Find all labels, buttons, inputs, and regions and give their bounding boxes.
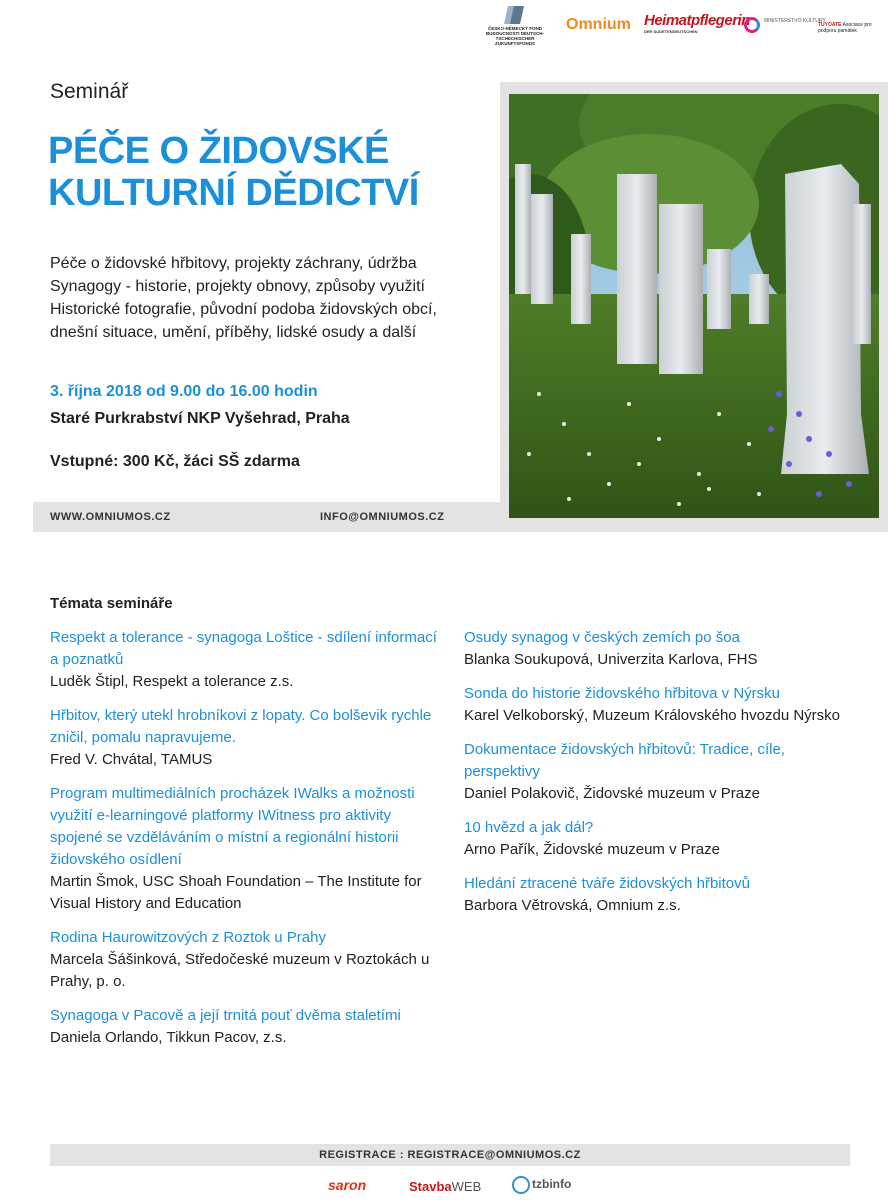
ape-logo: TUYOATE Asociace pro podporu památek	[818, 22, 872, 34]
saron-logo: saron	[328, 1177, 367, 1193]
topic-item: Program multimediálních procházek IWalks a možnosti využití e-learningové platformy IWitness pro aktivity spojené se vzděláváním o místní a regionální historii židovského osídlení Martin Šmok, USC Shoah Foundation – The Institute for Visual History and Education	[50, 785, 422, 912]
registration-bar: REGISTRACE : REGISTRACE@OMNIUMOS.CZ	[50, 1144, 850, 1166]
page-title: PÉČE O ŽIDOVSKÉ KULTURNÍ DĚDICTVÍ	[48, 130, 419, 214]
topics-right-column	[464, 627, 854, 929]
mk-circle-icon	[744, 17, 760, 33]
heimatpflegerin-logo: Heimatpflegerin DER SUDETENDEUTSCHEN	[644, 12, 750, 34]
registration-email-link[interactable]: REGISTRACE@OMNIUMOS.CZ	[407, 1149, 581, 1161]
topic-item: Hledání ztracené tváře židovských hřbitovů Barbora Větrovská, Omnium z.s.	[464, 875, 750, 914]
topics-left-column	[50, 627, 440, 1061]
topic-item: 10 hvězd a jak dál? Arno Pařík, Židovské muzeum v Praze	[464, 819, 720, 858]
event-date: 3. října 2018 od 9.00 do 16.00 hodin	[50, 383, 318, 400]
website-link[interactable]: WWW.OMNIUMOS.CZ	[50, 511, 171, 523]
topic-item: Respekt a tolerance - synagoga Loštice - sdílení informací a poznatků Luděk Štipl, Respekt a tolerance z.s.	[50, 629, 437, 690]
tzbinfo-logo: tzbinfo	[512, 1176, 571, 1194]
stavbaweb-logo: StavbaWEB	[409, 1179, 482, 1194]
omnium-logo: Omnium	[566, 16, 631, 33]
cemetery-photo	[509, 94, 879, 518]
event-fee: Vstupné: 300 Kč, žáci SŠ zdarma	[50, 453, 300, 470]
sponsor-logos	[0, 1176, 888, 1198]
topic-item: Rodina Haurowitzových z Roztok u Prahy Marcela Šášinková, Středočeské muzeum v Roztokách u Prahy, p. o.	[50, 929, 430, 990]
event-place: Staré Purkrabství NKP Vyšehrad, Praha	[50, 410, 350, 427]
partner-logos	[478, 4, 888, 52]
topic-item: Sonda do historie židovského hřbitova v Nýrsku Karel Velkoborský, Muzeum Královského hvozdu Nýrsko	[464, 685, 840, 724]
topic-item: Osudy synagog v českých zemích po šoa Blanka Soukupová, Univerzita Karlova, FHS	[464, 629, 758, 668]
contact-bar	[33, 502, 500, 532]
topic-item: Dokumentace židovských hřbitovů: Tradice, cíle, perspektivy Daniel Polakovič, Židovské muzeum v Praze	[464, 741, 785, 802]
topic-item: Synagoga v Pacově a její trnitá pouť dvěma staletími Daniela Orlando, Tikkun Pacov, z.s.	[50, 1007, 401, 1046]
email-link[interactable]: INFO@OMNIUMOS.CZ	[320, 511, 445, 523]
fond-logo: ČESKO-NĚMECKÝ FOND BUDOUCNOSTI DEUTSCH-TSCHECHISCHER ZUKUNFTSFONDS	[480, 4, 550, 50]
ministerstvo-kultury-logo: MINISTERSTVO KULTURY	[744, 18, 826, 24]
topic-item: Hřbitov, který utekl hrobníkovi z lopaty. Co bolševik rychle zničil, pomalu napravujeme. Fred V. Chvátal, TAMUS	[50, 707, 432, 768]
topics-heading: Témata semináře	[50, 595, 173, 612]
seminar-label: Seminář	[50, 80, 129, 103]
description: Péče o židovské hřbitovy, projekty záchrany, údržba Synagogy - historie, projekty obnovy, způsoby využití Historické fotografie, původní podoba židovských obcí, dnešní situace, umění, příběhy, lidské osudy a další	[50, 255, 437, 341]
tzb-house-icon	[512, 1176, 530, 1194]
